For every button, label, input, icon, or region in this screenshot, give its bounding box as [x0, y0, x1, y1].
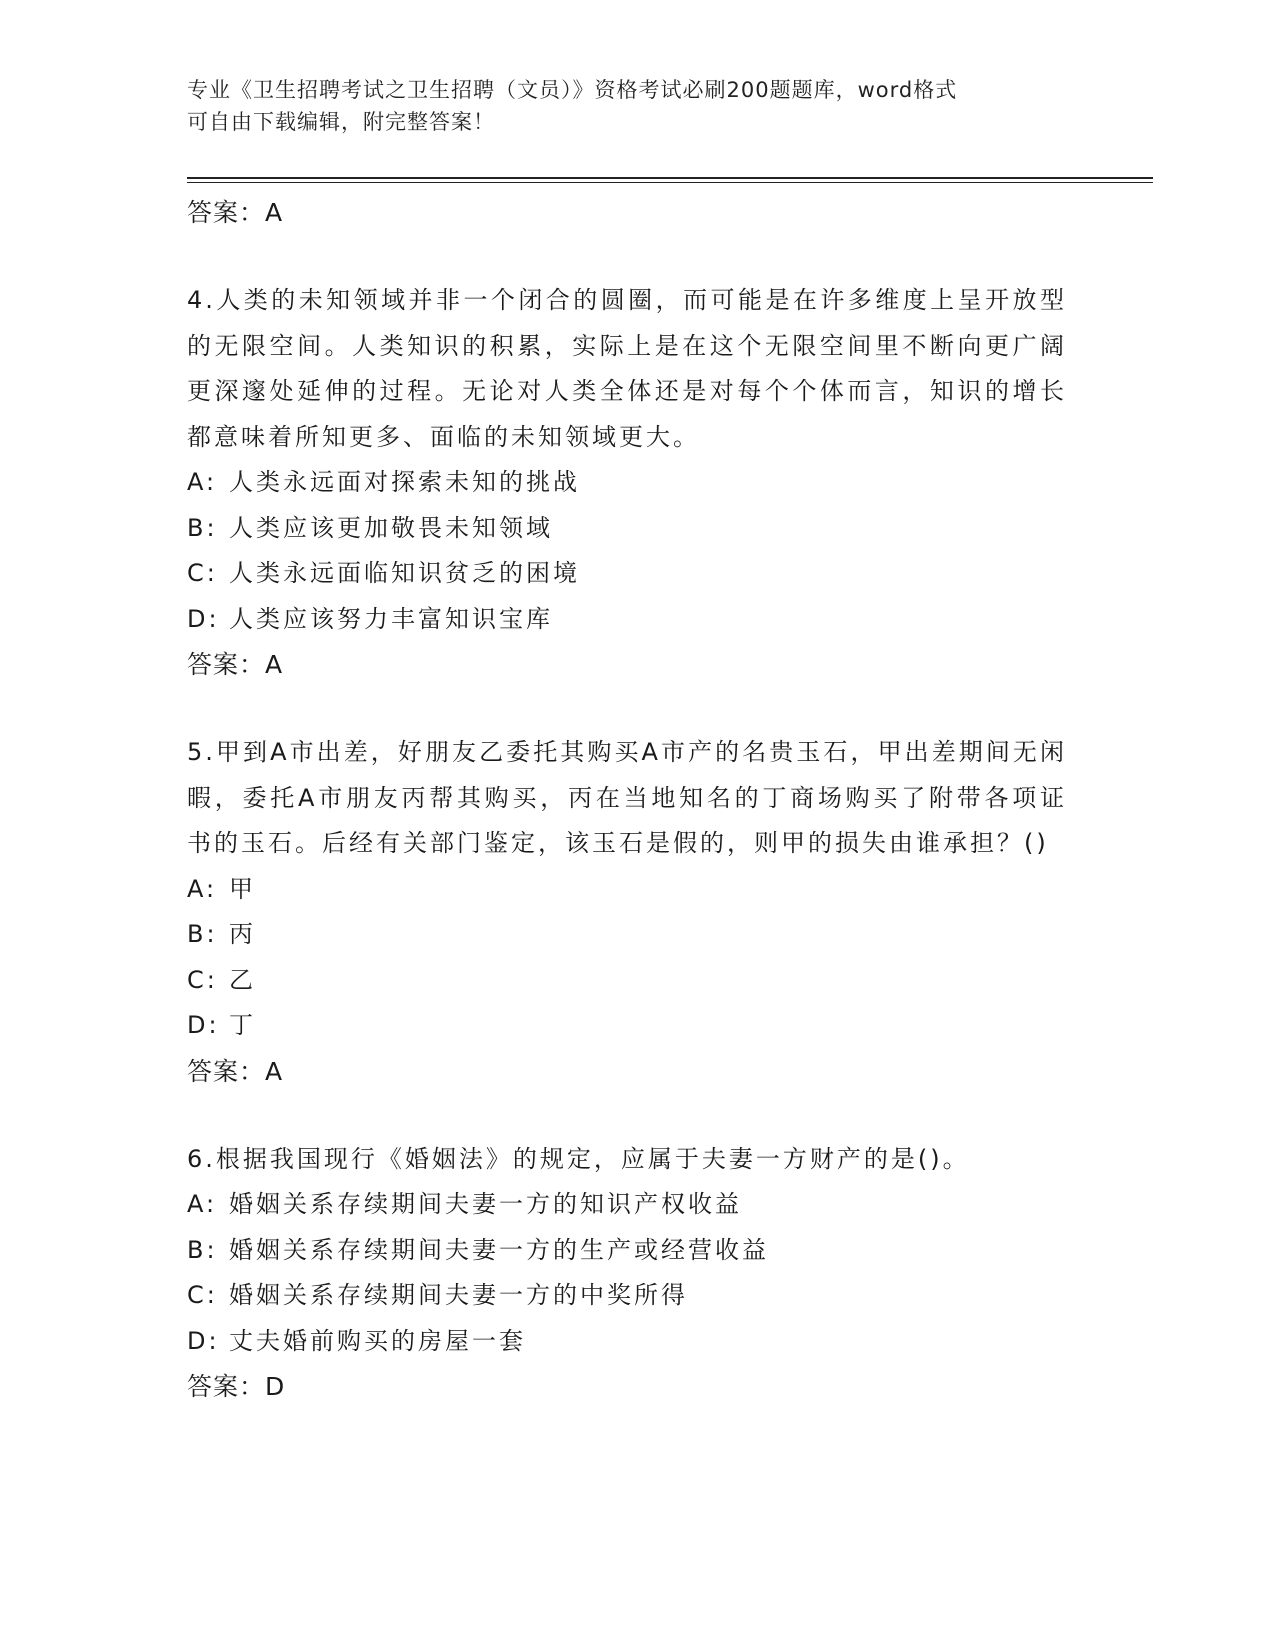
- option-key: D:: [187, 1011, 220, 1039]
- option-text: 乙: [229, 965, 256, 994]
- answer-label: 答案：A: [187, 198, 284, 227]
- header-rule-thick: [187, 177, 1153, 179]
- option-b: [187, 912, 1067, 958]
- option-b: [187, 506, 1067, 552]
- option-d: [187, 1319, 1067, 1365]
- option-d: [187, 1003, 1067, 1049]
- page-header: [187, 74, 1067, 138]
- option-key: C:: [187, 1281, 218, 1309]
- option-key: A:: [187, 1190, 218, 1218]
- option-text: 人类永远面临知识贫乏的困境: [229, 559, 580, 587]
- option-b: [187, 1228, 1067, 1274]
- option-key: C:: [187, 965, 218, 994]
- option-text: 婚姻关系存续期间夫妻一方的知识产权收益: [229, 1190, 742, 1218]
- option-d: [187, 597, 1067, 643]
- option-text: 丈夫婚前购买的房屋一套: [229, 1326, 526, 1355]
- option-text: 婚姻关系存续期间夫妻一方的生产或经营收益: [229, 1235, 769, 1264]
- option-text: 人类应该努力丰富知识宝库: [229, 604, 553, 633]
- option-key: D:: [187, 604, 220, 633]
- document-body: [187, 190, 1067, 1410]
- option-key: D:: [187, 1326, 220, 1355]
- header-rule-thin: [187, 182, 1153, 183]
- option-key: B:: [187, 920, 218, 948]
- header-line-2: 可自由下载编辑，附完整答案！: [187, 110, 495, 134]
- option-a: [187, 460, 1067, 506]
- option-text: 人类永远面对探索未知的挑战: [229, 468, 580, 496]
- option-key: B:: [187, 513, 218, 542]
- question-stem: 6.根据我国现行《婚姻法》的规定，应属于夫妻一方财产的是()。: [187, 1144, 970, 1173]
- answer-label: 答案：D: [187, 1372, 286, 1401]
- option-text: 丁: [229, 1011, 256, 1039]
- option-c: [187, 958, 1067, 1004]
- option-a: [187, 1182, 1067, 1228]
- header-line-1: 专业《卫生招聘考试之卫生招聘（文员）》资格考试必刷200题题库，word格式: [187, 78, 958, 102]
- question-stem: 4.人类的未知领域并非一个闭合的圆圈，而可能是在许多维度上呈开放型的无限空间。人类知识的积累，实际上是在这个无限空间里不断向更广阔更深邃处延伸的过程。无论对人类全体还是对每个个体而言，知识的增长都意味着所知更多、面临的未知领域更大。: [187, 286, 1067, 451]
- answer-label: 答案：A: [187, 1056, 284, 1086]
- option-key: C:: [187, 559, 218, 587]
- option-c: [187, 551, 1067, 597]
- option-text: 人类应该更加敬畏未知领域: [229, 513, 553, 542]
- option-text: 甲: [229, 874, 256, 903]
- option-key: A:: [187, 874, 218, 903]
- answer-label: 答案：A: [187, 650, 284, 679]
- option-key: B:: [187, 1235, 218, 1264]
- option-a: [187, 867, 1067, 913]
- option-c: [187, 1273, 1067, 1319]
- question-block: [187, 1137, 1067, 1411]
- option-key: A:: [187, 468, 218, 496]
- option-text: 婚姻关系存续期间夫妻一方的中奖所得: [229, 1281, 688, 1309]
- question-block: [187, 278, 1067, 688]
- option-text: 丙: [229, 920, 256, 948]
- question-stem: 5.甲到A市出差，好朋友乙委托其购买A市产的名贵玉石，甲出差期间无闲暇，委托A市朋友丙帮其购买，丙在当地知名的丁商场购买了附带各项证书的玉石。后经有关部门鉴定，该玉石是假的，则甲的损失由谁承担？(): [187, 738, 1067, 857]
- question-block: [187, 730, 1067, 1095]
